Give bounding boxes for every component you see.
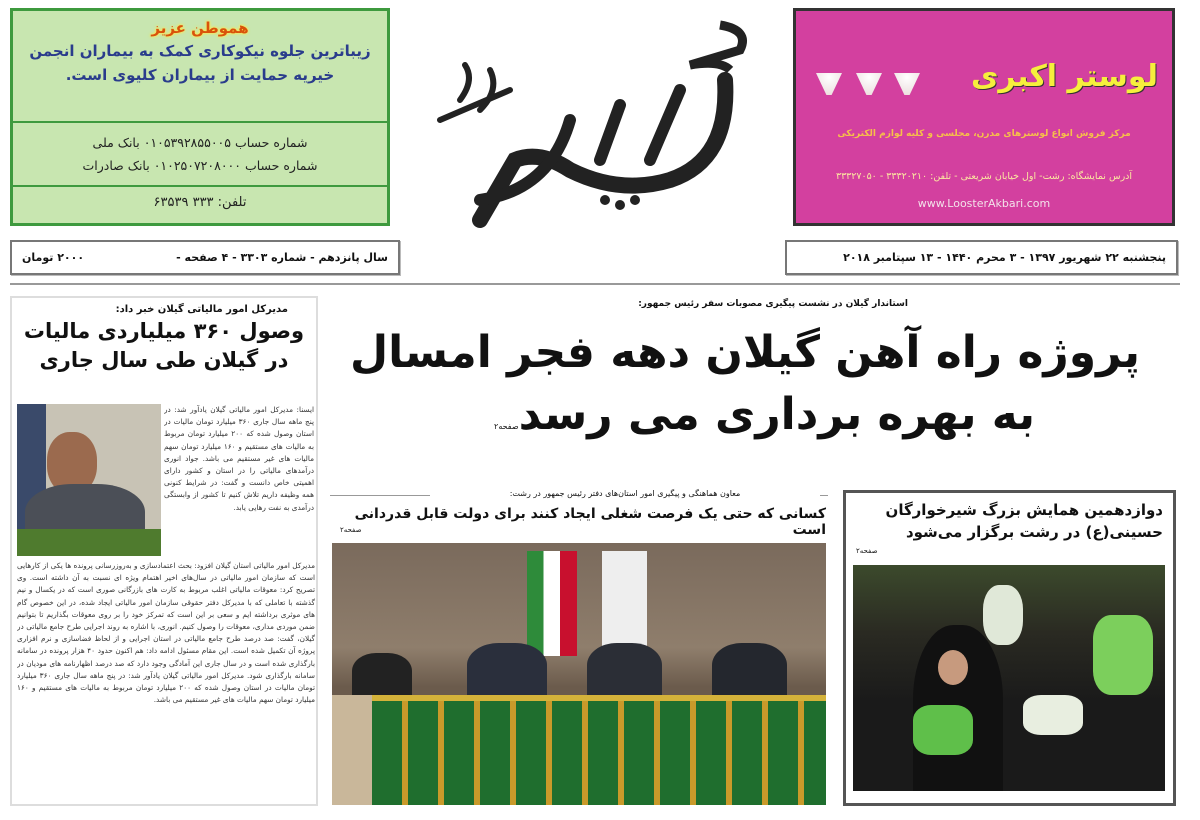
chandelier-ad-tagline: مرکز فروش انواع لوسترهای مدرن، مجلسی و کلیه لوازم الکتریکی: [837, 129, 1131, 139]
lamp-icon: [856, 73, 882, 95]
main-story-headline-2: به بهره برداری می رسد: [518, 389, 1035, 440]
second-story-kicker: معاون هماهنگی و پیگیری امور استان‌های دفتر رئیس جمهور در رشت:: [430, 489, 820, 498]
main-story-headline: [340, 322, 1140, 458]
chandelier-ad-address: آدرس نمایشگاه: رشت- اول خیابان شریعتی - تلفن: ۳۳۳۲۰۲۱۰ - ۳۳۳۲۷۰۵۰: [835, 171, 1133, 182]
green-banner: [1093, 615, 1153, 695]
divider: [10, 283, 1180, 285]
person-silhouette: [587, 643, 662, 698]
white-flag: [602, 551, 647, 656]
date-bar: [785, 240, 1178, 275]
baby-green-clothes: [913, 705, 973, 755]
left-article-kicker: مدیرکل امور مالیاتی گیلان خبر داد:: [115, 304, 288, 315]
chandelier-advertisement: [793, 8, 1175, 226]
left-article-headline-1: وصول ۳۶۰ میلیاردی مالیات: [23, 319, 305, 343]
person-silhouette: [467, 643, 547, 698]
podium: [332, 695, 372, 805]
lamp-icon: [894, 73, 920, 95]
issue-date: پنجشنبه ۲۲ شهریور ۱۳۹۷ - ۳ محرم ۱۴۴۰ - ۱۳ سپتامبر ۲۰۱۸: [843, 251, 1166, 264]
second-story-page-ref: صفحه۲: [340, 526, 362, 534]
second-story-headline: کسانی که حتی یک فرصت شغلی ایجاد کنند برای دولت قابل قدردانی است: [354, 506, 826, 538]
charity-account-1: شماره حساب ۰۱۰۵۳۹۲۸۵۵۰۰۵ بانک ملی: [92, 135, 308, 150]
issue-info-bar: [10, 240, 400, 275]
baby-white-clothes: [983, 585, 1023, 645]
charity-account-2: شماره حساب ۰۱۰۲۵۰۷۲۰۸۰۰۰ بانک صادرات: [82, 158, 318, 173]
main-story-headline-1: پروژه راه آهن گیلان دهه فجر امسال: [349, 327, 1140, 378]
third-story-page-ref: صفحه۲: [856, 547, 878, 555]
ceremony-photo: [853, 565, 1165, 791]
left-article-headline-2: در گیلان طی سال جاری: [39, 348, 289, 372]
main-story-kicker: استاندار گیلان در نشست پیگیری مصوبات سفر رئیس جمهور:: [638, 299, 908, 309]
main-story-headline-2-row: [340, 384, 1140, 458]
green-table-cloth: [372, 695, 826, 805]
left-article-body-bottom: مدیرکل امور مالیاتی استان گیلان افزود: بحث اعتمادسازی و به‌روزرسانی پرونده ها یکی از کارهایی است که سازمان امور مالیاتی در سال‌های اخیر اهتمام ویژه ای نسبت به آن داشته است. وی تصریح کرد: معوقات مالیاتی اغلب مربوط به کارت های بازرگانی صوری است که در یکسال و نیم گذشته با تعاملی که با مدیرکل دفتر حقوقی سازمان امور مالیاتی ایجاد شده، در این خصوص گام های موثری برداشته ایم و سعی بر این است که تمرکز خود را بر روی معوقات بگذاریم تا بتوانیم ضمن موردی مداری، معوقات را وصول کنیم. انوری، با اشاره به روند اجرایی طرح جامع مالیاتی در گیلان، گفت: صد درصد طرح جامع مالیاتی در استان اجرایی و از لحاظ فضاسازی و نرم افزاری پروژه آن تکمیل شده است. این مقام مسئول ادامه داد: هم اکنون حدود ۴۰ هزار پرونده در سامانه بارگذاری شده است و در سال جاری این آمادگی وجود دارد که صد درصد اظهارنامه های مودیان در سامانه بارگذاری شود. مدیرکل امور مالیاتی گیلان یادآور شد: در پنج ماهه سال جاری ۳۶۰ میلیارد تومان مالیات در استان وصول شده که ۲۰۰ میلیارد تومان مربوط به مالیات های مستقیم و ۱۶۰ میلیارد تومان سهم مالیات های غیر مستقیم می باشد.: [17, 561, 315, 705]
charity-ad-title: هموطن عزیز: [151, 19, 249, 37]
third-story-headline: [846, 493, 1173, 543]
third-story-box: [843, 490, 1176, 806]
portrait-plants: [17, 529, 161, 556]
official-portrait-photo: [17, 404, 161, 556]
logo-graphic: [420, 10, 770, 235]
newspaper-logo: [420, 10, 770, 235]
charity-ad-phone: تلفن: ۳۳۳ ۶۳۵۳۹: [153, 195, 247, 210]
left-article-body-top: ایسنا: مدیرکل امور مالیاتی گیلان یادآور شد: در پنج ماهه سال جاری ۳۶۰ میلیارد تومان مالیات در استان وصول شده که ۲۰۰ میلیارد تومان مربوط به مالیات های مستقیم و ۱۶۰ میلیارد تومان سهم مالیات های غیر مستقیم می باشد. جواد انوری درآمدهای مالیاتی را در استان و کشور دارای اهمیتی خاص دانست و گفت: در شرایط کنونی همه وظیفه داریم تلاش کنیم تا کشور از وابستگی درآمدی به نفت رهایی یابد.: [164, 405, 314, 512]
issue-info: سال پانزدهم - شماره ۳۳۰۳ - ۴ صفحه -: [176, 251, 388, 264]
charity-ad-message: زیباترین جلوه نیکوکاری کمک به بیماران انجمن خیریه حمایت از بیماران کلیوی است.: [29, 42, 371, 84]
third-story-headline-1: دوازدهمین همایش بزرگ شیرخوارگان: [885, 501, 1163, 519]
lamp-icon: [816, 73, 842, 95]
face: [938, 650, 968, 685]
baby-white-clothes: [1023, 695, 1083, 735]
left-article: [10, 296, 318, 806]
person-silhouette: [712, 643, 787, 698]
charity-ad-header: [13, 11, 387, 123]
third-story-headline-2: حسینی(ع) در رشت برگزار می‌شود: [905, 523, 1163, 541]
chandelier-ad-website: www.LoosterAkbari.com: [917, 197, 1051, 210]
charity-ad-accounts: [13, 123, 387, 187]
main-story-page-ref: صفحه۲: [494, 422, 519, 431]
person-silhouette: [352, 653, 412, 698]
price: ۲۰۰۰ تومان: [22, 251, 85, 264]
chandelier-ad-title: لوستر اکبری: [970, 59, 1158, 94]
meeting-photo: [332, 543, 826, 805]
iran-flag: [527, 551, 577, 656]
charity-advertisement: [10, 8, 390, 226]
